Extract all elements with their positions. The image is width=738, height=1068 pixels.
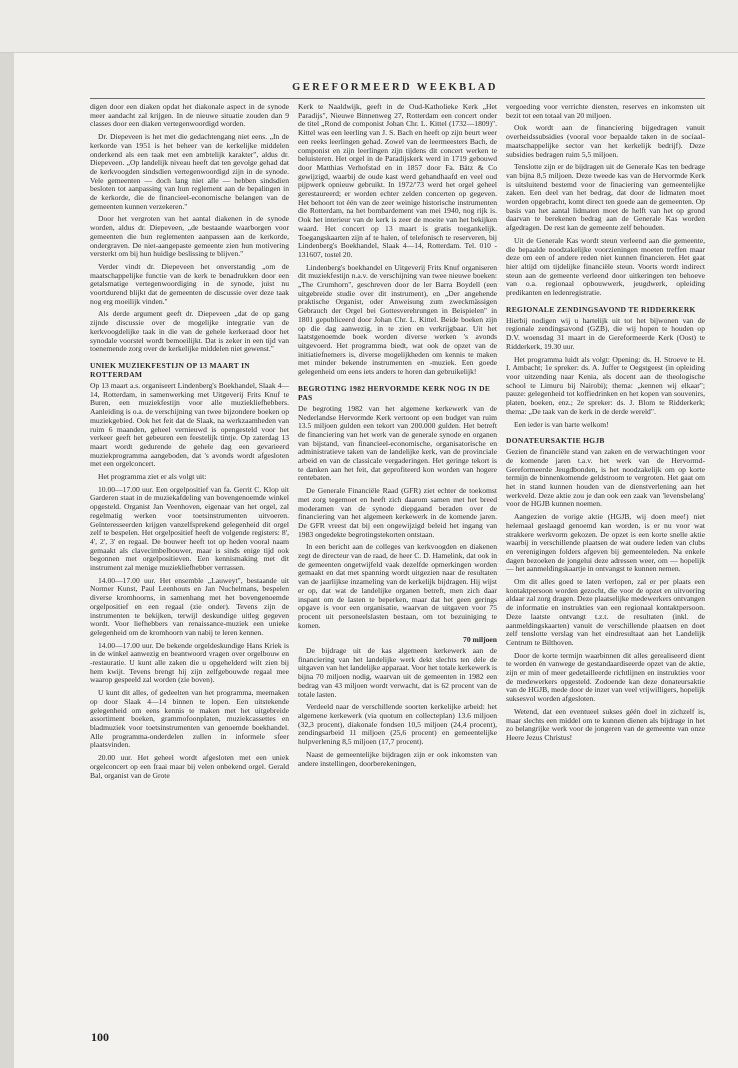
paragraph: Aangezien de vorige aktie (HGJB, wij doen mee!) niet helemaal geslaagd genoemd kan worden, is er nu voor wat strakkere werkvorm gekozen. De opzet is een korte snelle aktie waarbij in verschillende plaatsen de wat oudere leden van clubs en verenigingen folders afgeven bij gemeenteleden. Na enkele dagen bezoeken de jongelui deze adressen weer, om — hopelijk — het aanmeldingskaartje in ontvangst te kunnen nemen.	[506, 512, 705, 574]
paragraph: In een bericht aan de colleges van kerkvoogden en diakenen zegt de directeur van de raad, de heer C. D. Hamelink, dat ook in de gemeenten ongetwijfeld vaak dezelfde opmerkingen worden gemaakt en dat met spanning wordt uitgezien naar de resultaten van de jaarlijkse inzameling van de kerkelijk bijdragen. Hij wijst er op, dat wat de landelijke organen betreft, men zich daar inspant om de lasten te beperken, maar dat het geen gerings opgave is voor een organisatie, waarvan de uitgaven voor 75 procent uit personeelslasten bestaan, om tot bezuiniging te komen.	[298, 542, 497, 630]
section-heading: UNIEK MUZIEKFESTIJN OP 13 MAART IN ROTTERDAM	[90, 360, 251, 379]
paragraph: 14.00—17.00 uur. Het ensemble „Lauweyt", bestaande uit Normer Kunst, Paul Leenhouts en Jan Nuchelmans, bespelen diverse kromhoorns, in samenhang met het bovengenoemde orgelpositief en een regaal (zie onder). Tevens zijn de instrumenten te bekijken, terwijl deskundige uitleg gegeven wordt. Voor liefhebbers van renaissance-muziek een unieke gelegenheid om de kromhoorn van nabij te leren kennen.	[90, 575, 289, 637]
column-1	[90, 103, 289, 1018]
paragraph: Het programma luidt als volgt: Opening: ds. H. Stroeve te H. I. Ambacht; 1e spreker: ds. A. Juffer te Oegstgeest (in opleiding voor uitzending naar Kenia, als docent aan de theologische school te Limuru bij Nairobi); thema: „kennen wij elkaar"; pauze: gelegenheid tot koffiedrinken en het kopen van souvenirs, platen, boeken, enz.; 2e spreker: ds. J. Blom te Ridderkerk; thema: „De taak van de kerk in de derde wereld".	[506, 354, 705, 416]
header-rule	[90, 98, 705, 99]
paragraph: De begroting 1982 van het algemene kerkewerk van de Nederlandse Hervormde Kerk vertoont op een budget van ruim 13.5 miljoen gulden een tekort van 200.000 gulden. Het betreft de financiering van het werk van de generale synode en organen van bijstand, van financieel-economische, organisatorische en administratieve taken van de landelijke kerk, van de provinciale arbeid en van de classicale vergaderingen. Het geringe tekort is te danken aan het feit, dat geprofiteerd kon worden van hogere rentebaten.	[298, 403, 497, 483]
paragraph: Lindenberg's boekhandel en Uitgeverij Frits Knuf organiseren dit muziekfestijn n.a.v. de verschijning van twee nieuwe boeken: „The Crumhorn", geschreven door de ler Barra Boydell (een uitgebreide studie over dit instrument), en „Der angehende praktische Organist, oder Anweisung zum zweckmässigen Gebrauch der Orgel bei Gottesverehrungen in Beispielen" in 1801 gepubliceerd door Johan Chr. L. Kittel. Beide boeken zijn op die dag aanwezig, in te zien en verkrijgbaar. Uit het laatstgenoemde boek worden diverse werken 's avonds uitgevoerd. Het programma biedt, wat ook de opzet van de initiatiefnemers is, diverse mogelijkheden om kennis te maken met minder bekende instrumenten en -muziek. Een goede gelegenheid om eens iets anders te horen dan gebruikelijk!	[298, 262, 497, 377]
section-heading: REGIONALE ZENDINGSAVOND TE RIDDERKERK	[506, 304, 696, 314]
paragraph: Uit de Generale Kas wordt steun verleend aan die gemeente, die bepaalde noodzakelijke voorzieningen moeten treffen maar deze om een of andere reden niet kunnen financieren. Het gaat hier altijd om tijdelijke financiële steun. Voorts wordt indirect steun aan de gemeente verleend door uitkeringen ten behoeve van o.a. regionaal opbouwwerk, jeugdwerk, opleiding predikanten en ledenregistratie.	[506, 235, 705, 298]
paragraph: Als derde argument geeft dr. Diepeveen „dat de op gang zijnde discussie over de mogelijke integratie van de kerkvoogdelijke taak in die van de gehele kerkeraad door het synodale voorstel wordt bemoeilijkt. Dat is zeker in een tijd van toenemende zorg over de kerkelijke middelen niet gewenst."	[90, 309, 289, 354]
paragraph: Naast de gemeentelijke bijdragen zijn er ook inkomsten van andere instellingen, doorberekeningen,	[298, 749, 497, 768]
paragraph: De bijdrage uit de kas algemeen kerkewerk aan de financiering van het landelijke werk dekt slechts ten dele de uitgaven van het landelijke apparaat. Voor het totale kerkewerk is bijna 70 miljoen nodig, waarvan uit de gemeenten in 1982 een bedrag van 43 miljoen wordt verwacht, dat is 62 procent van de totale lasten.	[298, 646, 497, 699]
paragraph: Een ieder is van harte welkom!	[514, 419, 609, 429]
column-2	[298, 103, 497, 1018]
paragraph: U kunt dit alles, of gedeelten van het programma, meemaken op door Slaak 4—14 binnen te lopen. Een uitstekende gelegenheid om eens kennis te maken met het uitgebreide assortiment boeken, grammofoonplaten, muziekcassettes en bladmuziek voor toetsinstrumenten van genoemde boekhandel. Alle programma-onderdelen zullen in informele sfeer plaatsvinden.	[90, 688, 289, 750]
paragraph: Hierbij nodigen wij u hartelijk uit tot het bijwonen van de regionale zendingsavond (GZB), die wij hopen te houden op D.V. woensdag 31 maart in de Gereformeerde Kerk (Oost) te Ridderkerk, 19.30 uur.	[506, 315, 705, 351]
paragraph: 10.00—17.00 uur. Een orgelpositief van fa. Gerrit C. Klop uit Garderen staat in de muziekafdeling van bovengenoemde winkel opgesteld. Organist Jan Veenhoven, eigenaar van het orgel, zal regelmatig werken voor toetsinstrumenten uitvoeren. Geïnteresseerden krijgen vanzelfsprekend gelegenheid dit orgel zelf te bespelen. Het orgelpositief heeft de volgende registers: 8', 4', 2', 3' en regaal. De bouwer heeft tot op heden vooral naam gemaakt als clavecimbelbouwer, maar is sinds enige tijd ook begonnen met orgelpositieven. Een kennismaking met dit instrument zal menige muziekliefhebber verrassen.	[90, 484, 289, 573]
paragraph: Het programma ziet er als volgt uit:	[98, 472, 207, 482]
paragraph: Dr. Diepeveen is het met die gedachtengang niet eens. „In de kerkorde van 1951 is het beheer van de kerkelijke middelen onderkend als een taak met een ambtelijk karakter", aldus dr. Diepeveen. „Op landelijk niveau heeft dat ten gevolge gehad dat de kerkvoogden sindsdien vertegenwoordigd zijn in de synode. Vele gemeenten — doch lang niet alle — hebben sindsdien besloten tot aanpassing van hun reglement aan de bepalingen in de kerkorde, die de financieel-economische belangen van de gemeenten kunnen verzekeren."	[90, 132, 289, 211]
subheading: 70 miljoen	[463, 635, 497, 645]
paragraph: Verdeeld naar de verschillende soorten kerkelijke arbeid: het algemene kerkewerk (via quotum en collecteplan) 13.6 miljoen (32,3 procent), diakonale fondsen 10,5 miljoen (24,4 procent), zendingsarbeid 11 miljoen (25,6 procent) en gemeentelijke hulpverlening 8,5 miljoen (17,7 procent).	[298, 702, 497, 747]
paragraph: Tenslotte zijn er de bijdragen uit de Generale Kas ten bedrage van bijna 8,5 miljoen. Deze tweede kas van de Hervormde Kerk is uitsluitend bestemd voor de finaciering van gemeentelijke zaken. Een deel van het bedrag, dat door de lidmaten moet worden opgebracht, komt direct ten goede aan de gemeenten. Op basis van het aantal lidmaten moet de helft van het op grond daarvan te berekenen bedrag aan de Generale Kas worden afgedragen. De rest kan de gemeente zelf behouden.	[506, 162, 705, 233]
paragraph: Om dit alles goed te laten verlopen, zal er per plaats een kontaktpersoon worden gezocht, die voor de opzet en uitvoering aldaar zal zorg dragen. Deze plaatselijke medewerkers ontvangen de informatie en instrukties van een regionaal kontaktpersoon. Deze laatste ontvangt t.z.t. de resultaten (inkl. de aanmeldingskaarten) vanuit de verschillende plaatsen en doet zelf tenslotte verslag van het eindresultaat aan het Landelijk Centrum te Bilthoven.	[506, 577, 705, 647]
text-columns	[90, 103, 705, 1018]
paragraph: digen door een diaken opdat het diakonale aspect in de synode meer aandacht zal krijgen. In de nieuwe situatie zouden dan 9 classes door een diaken vertegenwoordigd worden.	[90, 103, 289, 129]
paragraph: 20.00 uur. Het geheel wordt afgesloten met een uniek orgelconcert op een fraai maar bij velen onbekend orgel. Gerald Bal, organist van de Grote	[90, 753, 289, 780]
section-heading: BEGROTING 1982 HERVORMDE KERK NOG IN DE PAS	[298, 383, 491, 402]
paragraph: Kerk te Naaldwijk, geeft in de Oud-Katholieke Kerk „Het Paradijs", Nieuwe Binnenweg 27, Rotterdam een concert onder de titel „Rond de componist Johan Chr. L. Kittel (1732—1809)". Kittel was een leerling van J. S. Bach en heeft op zijn beurt weer een reeks leerlingen gehad. Zowel van de leermeesters Bach, de componist en zijn leerlingen zijn tijdens dit concert werken te beluisteren. Het orgel in de Paradijskerk werd in 1719 gebouwd door Matthias Verhofstad en in 1857 door Fa. Bätz & Co gewijzigd, waarbij de oude kast werd gehandhaafd en veel oud pijpwerk opnieuw gebruikt. In 1972/'73 werd het orgel geheel gerestaureerd; er worden echter zelden concerten op gegeven. Het behoort tot één van de zeer weinige historische instrumenten die Rotterdam, na het bombardement van mei 1940, nog rijk is. Ook het interieur van de kerk is zeer de moeite van het bekijken waard. Het concert op 13 maart is gratis toegankelijk. Toegangskaarten zijn af te halen, of telefonisch te reserveren, bij Lindenberg's Boekhandel, Slaak 4—14, Rotterdam. Tel. 010 - 131607, tostel 20.	[298, 103, 497, 259]
section-heading: DONATEURSAKTIE HGJB	[506, 436, 605, 446]
paragraph: Verder vindt dr. Diepeveen het onverstandig „om de maatschappelijke functie van de kerk te benadrukken door een getalsmatige vertegenwoordiging in de synode, juist nu voortdurend blijkt dat de gemeenten de discussie over deze taak nog erg moeilijk vinden."	[90, 261, 289, 306]
page-number: 100	[91, 1030, 109, 1044]
paragraph: Gezien de financiële stand van zaken en de verwachtingen voor de komende jaren t.a.v. het werk van de Hervormd-Gereformeerde Jeugdbonden, is het noodzakelijk om op korte termijn de binnenkomende geldstroom te vergroten. Het gaat om het in stand kunnen houden van de dienstverlening aan het werkveld. Deze aktie zou je dan ook een zaak van 'levensbelang' voor de HGJB kunnen noemen.	[506, 447, 705, 509]
running-header: GEREFORMEERD WEEKBLAD	[292, 82, 498, 93]
paragraph: Door het vergroten van het aantal diakenen in de synode worden, aldus dr. Diepeveen, „de bestaande waarborgen voor gemeenten die hun reglementen aanpassen aan de kerkorde, ondergraven. De niet-aangepaste gemeente zien hun motivering versterkt om bij hun huidige beslissing te blijven."	[90, 214, 289, 259]
scan-edge-top	[0, 0, 738, 53]
paragraph: De Generale Financiële Raad (GFR) ziet echter de toekomst met zorg tegemoet en heeft zich daarom samen met het breed moderamen van de synode diepgaand beraden over de financiering van het algemeen kerkewerk in de komende jaren. De GFR vreest dat bij een ongewijzigd beleid het ingang van 1983 ongedekte begrotingstekorten ontstaan.	[298, 486, 497, 539]
paragraph: Wetend, dat een eventueel sukses géén doel in zichzelf is, maar slechts een middel om te kunnen dienen als bijdrage in het zo belangrijke werk voor de jongeren van de gemeente van onze Heere Jezus Christus!	[506, 706, 705, 742]
paragraph: Op 13 maart a.s. organiseert Lindenberg's Boekhandel, Slaak 4—14, Rotterdam, in samenwerking met Uitgeverij Frits Knuf te Buren, een muziekfestijn voor alle muziekliefhebbers. Aanleiding is o.a. de verschijning van twee bijzondere boeken op muziekgebied. Ook het feit dat de Slaak, na werkzaamheden van ruim 6 maanden, geheel vernieuwd is opengesteld voor het verkeer geeft het gebeuren een feestelijk tintje. Op zaterdag 13 maart wordt gedurende de gehele dag een gevarieerd muziekprogramma aangeboden, dat 's avonds wordt afgesloten met een orgelconcert.	[90, 380, 289, 469]
paragraph: Door de korte termijn waarbinnen dit alles gerealiseerd dient te worden én vanwege de gestandaardiseerde opzet van de aktie, zijn er min of meer gedetailleerde richtlijnen en instrukties voor de medewerkers opgesteld. Zodoende kan deze donateursaktie van de HGJB, mede door de inzet van veel vrijwilligers, hopelijk suksesvol worden afgesloten.	[506, 650, 705, 704]
paragraph: Ook wordt aan de financiering bijgedragen vanuit overheidssubsidies (vooral voor bepaalde taken in de sociaal-maatschappelijke sector van het kerkelijk bedrijf). Deze subsidies bedragen ruim 5,5 miljoen.	[506, 123, 705, 159]
paragraph: 14.00—17.00 uur. De bekende orgeldeskundige Hans Kriek is in de winkel aanwezig en beantwoord vragen over orgelbouw en -restauratie. U kunt alle zaken die u opgehelderd wilt zien bij hem kwijt. Tevens brengt hij zijn zelfgebouwde regaal mee waarop gespeeld zal worden (zie boven).	[90, 640, 289, 685]
paragraph: vergoeding voor verrichte diensten, reserves en inkomsten uit bezit tot een totaal van 20 miljoen.	[506, 103, 705, 120]
column-3	[506, 103, 705, 1018]
scan-edge-left	[0, 0, 14, 1068]
